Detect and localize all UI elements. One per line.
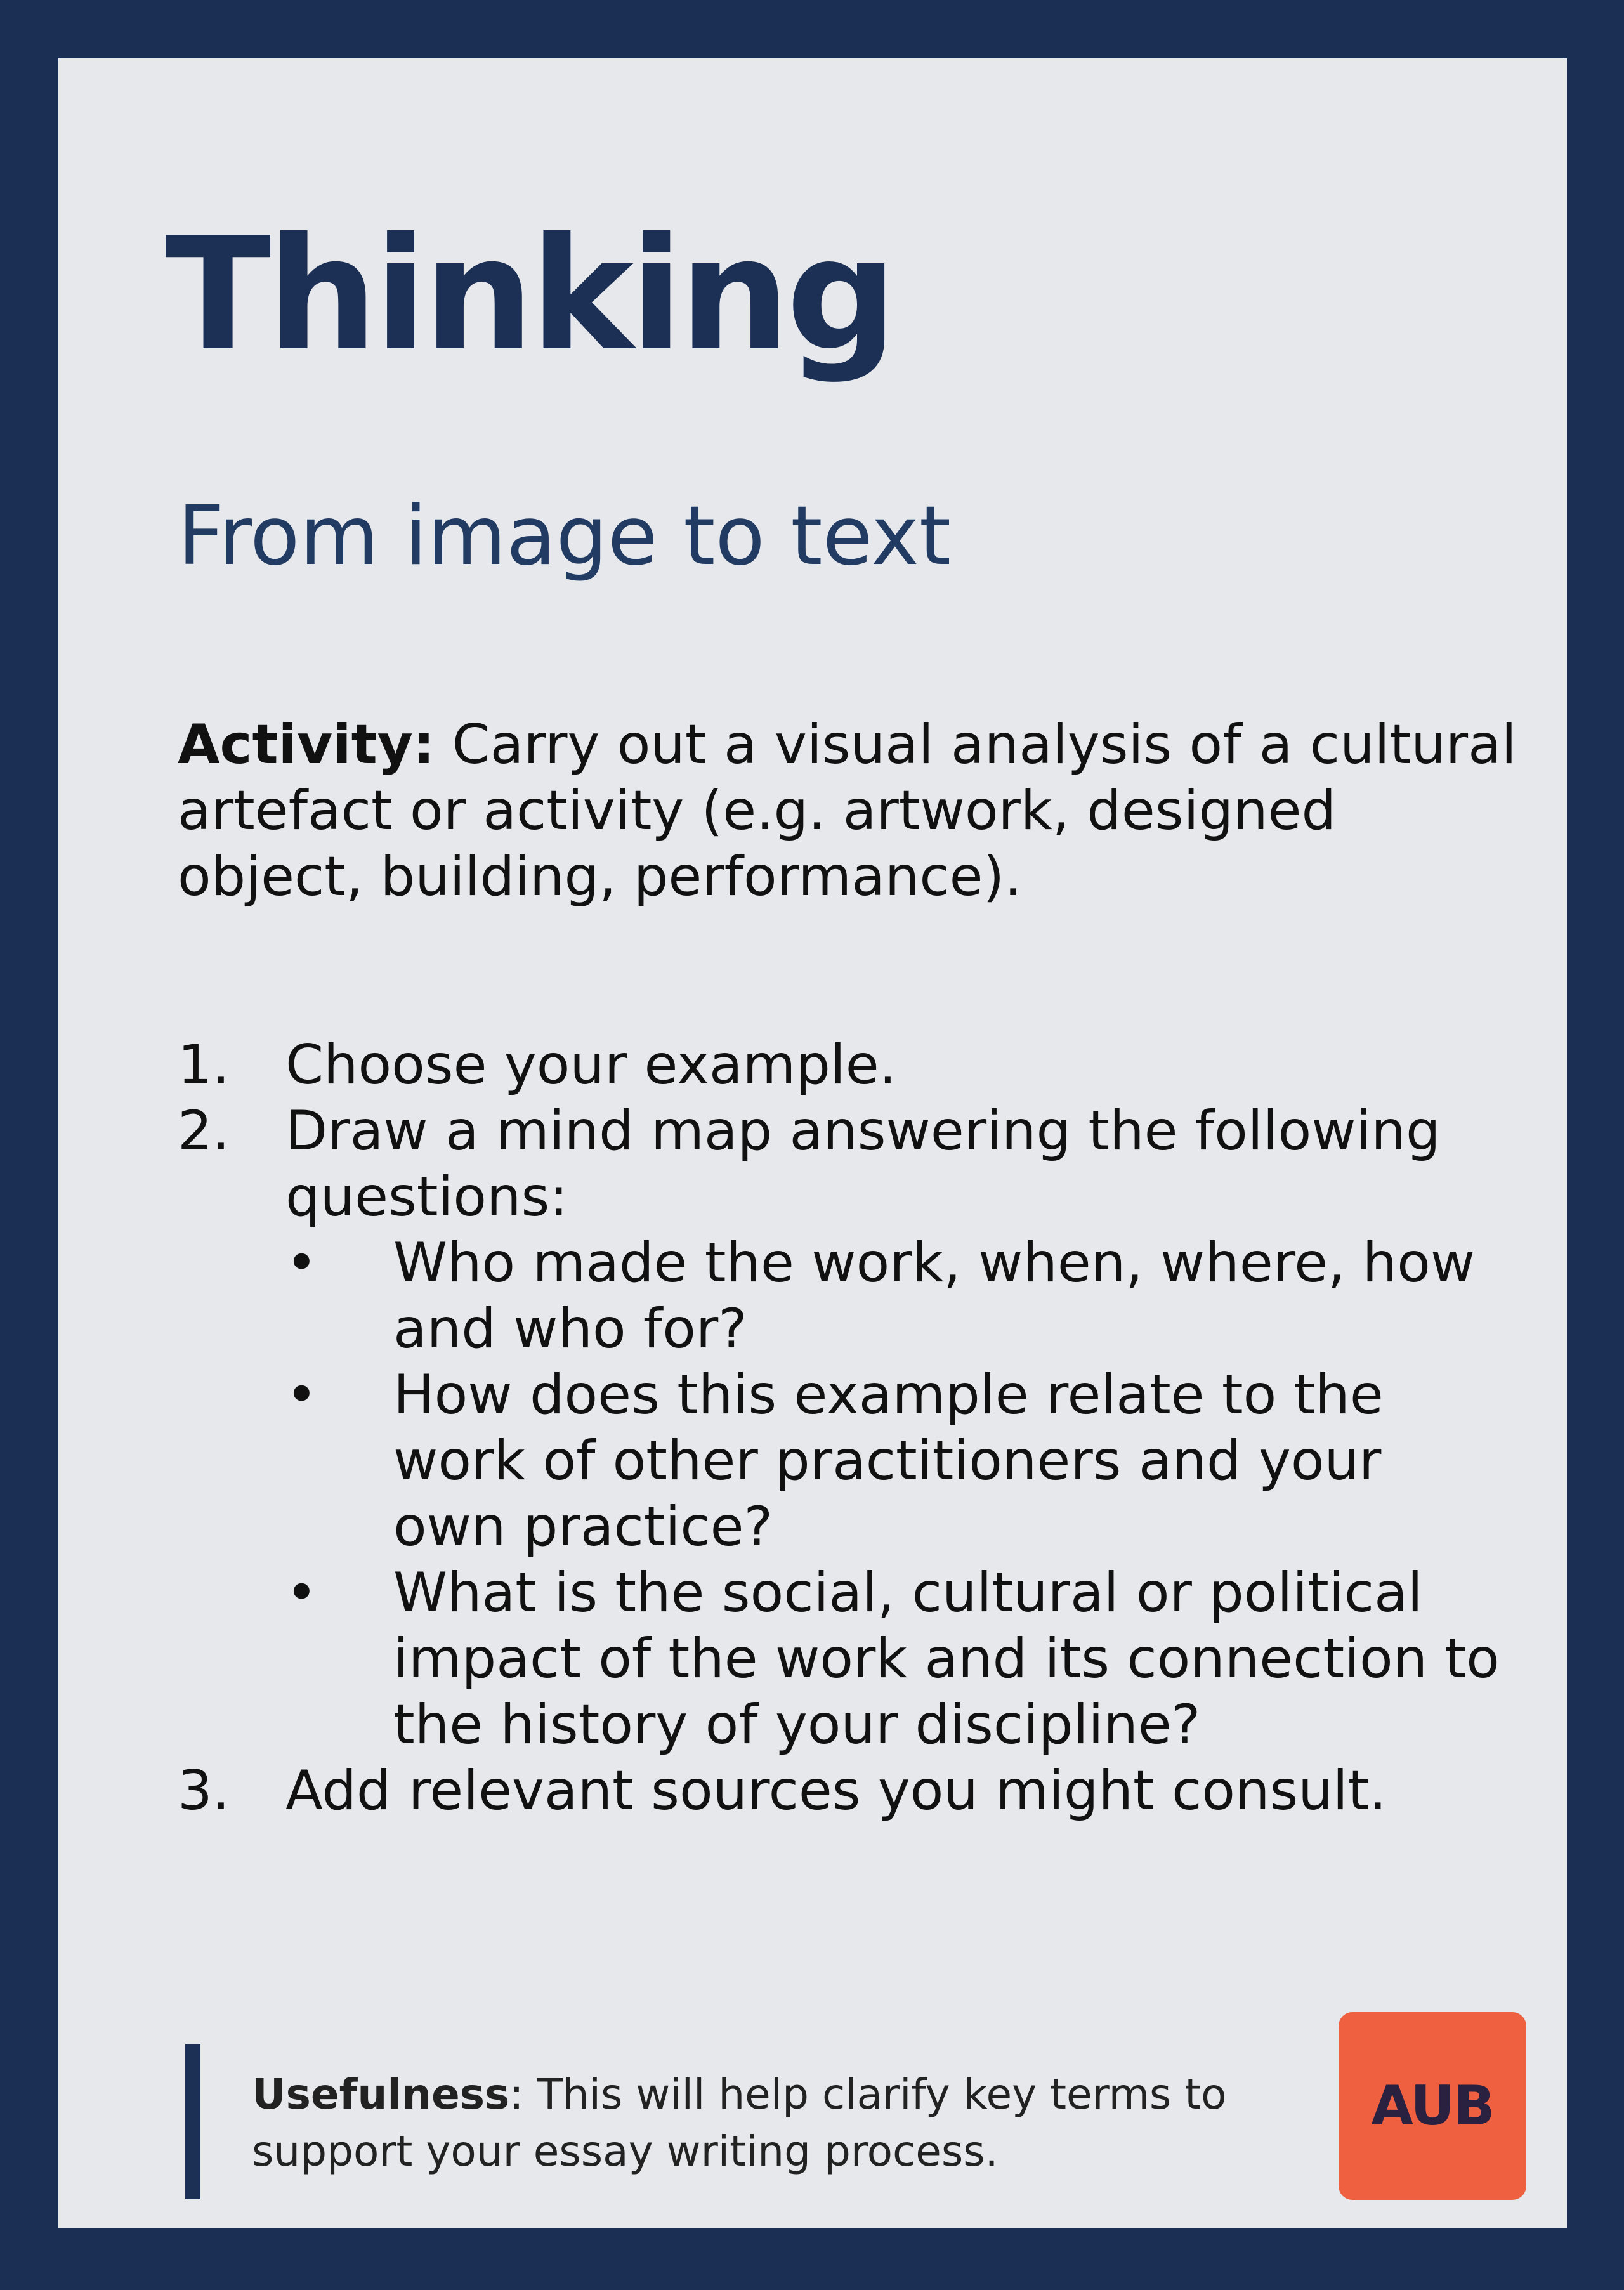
question-text: How does this example relate to the work of other practitioners and your own practice?: [393, 1363, 1384, 1559]
step-item: [178, 1758, 1510, 1824]
usefulness-note: [252, 2066, 1267, 2180]
card-subtitle: From image to text: [178, 489, 951, 584]
bullet-icon: •: [285, 1363, 318, 1427]
question-text: What is the social, cultural or political impact of the work and its connection to the history of your discipline?: [393, 1561, 1500, 1757]
aub-logo: [1339, 2012, 1526, 2200]
bullet-icon: •: [285, 1231, 318, 1295]
step-text: Draw a mind map answering the following questions:: [285, 1099, 1441, 1229]
activity-card: [58, 58, 1567, 2228]
activity-text: Carry out a visual analysis of a cultural artefact or activity (e.g. artwork, designed object, building, performance).: [178, 713, 1517, 908]
step-item: [178, 1032, 1510, 1098]
question-item: [285, 1230, 1510, 1362]
accent-bar: [185, 2044, 200, 2199]
activity-label: Activity:: [178, 713, 435, 776]
steps-list: [178, 1032, 1510, 1824]
step-item: [178, 1098, 1510, 1758]
usefulness-label: Usefulness: [252, 2070, 510, 2119]
step-number: 2.: [178, 1099, 230, 1163]
bullet-icon: •: [285, 1561, 318, 1625]
activity-description: [178, 712, 1529, 910]
logo-text: AUB: [1371, 2074, 1494, 2138]
step-number: 3.: [178, 1759, 230, 1822]
step-text: Choose your example.: [285, 1033, 897, 1097]
usefulness-text: : This will help clarify key terms to support your essay writing process.: [252, 2070, 1227, 2176]
question-item: [285, 1560, 1510, 1758]
question-item: [285, 1362, 1510, 1560]
card-title: Thinking: [165, 204, 894, 385]
step-number: 1.: [178, 1033, 230, 1097]
step-text: Add relevant sources you might consult.: [285, 1759, 1387, 1822]
question-text: Who made the work, when, where, how and who for?: [393, 1231, 1476, 1361]
